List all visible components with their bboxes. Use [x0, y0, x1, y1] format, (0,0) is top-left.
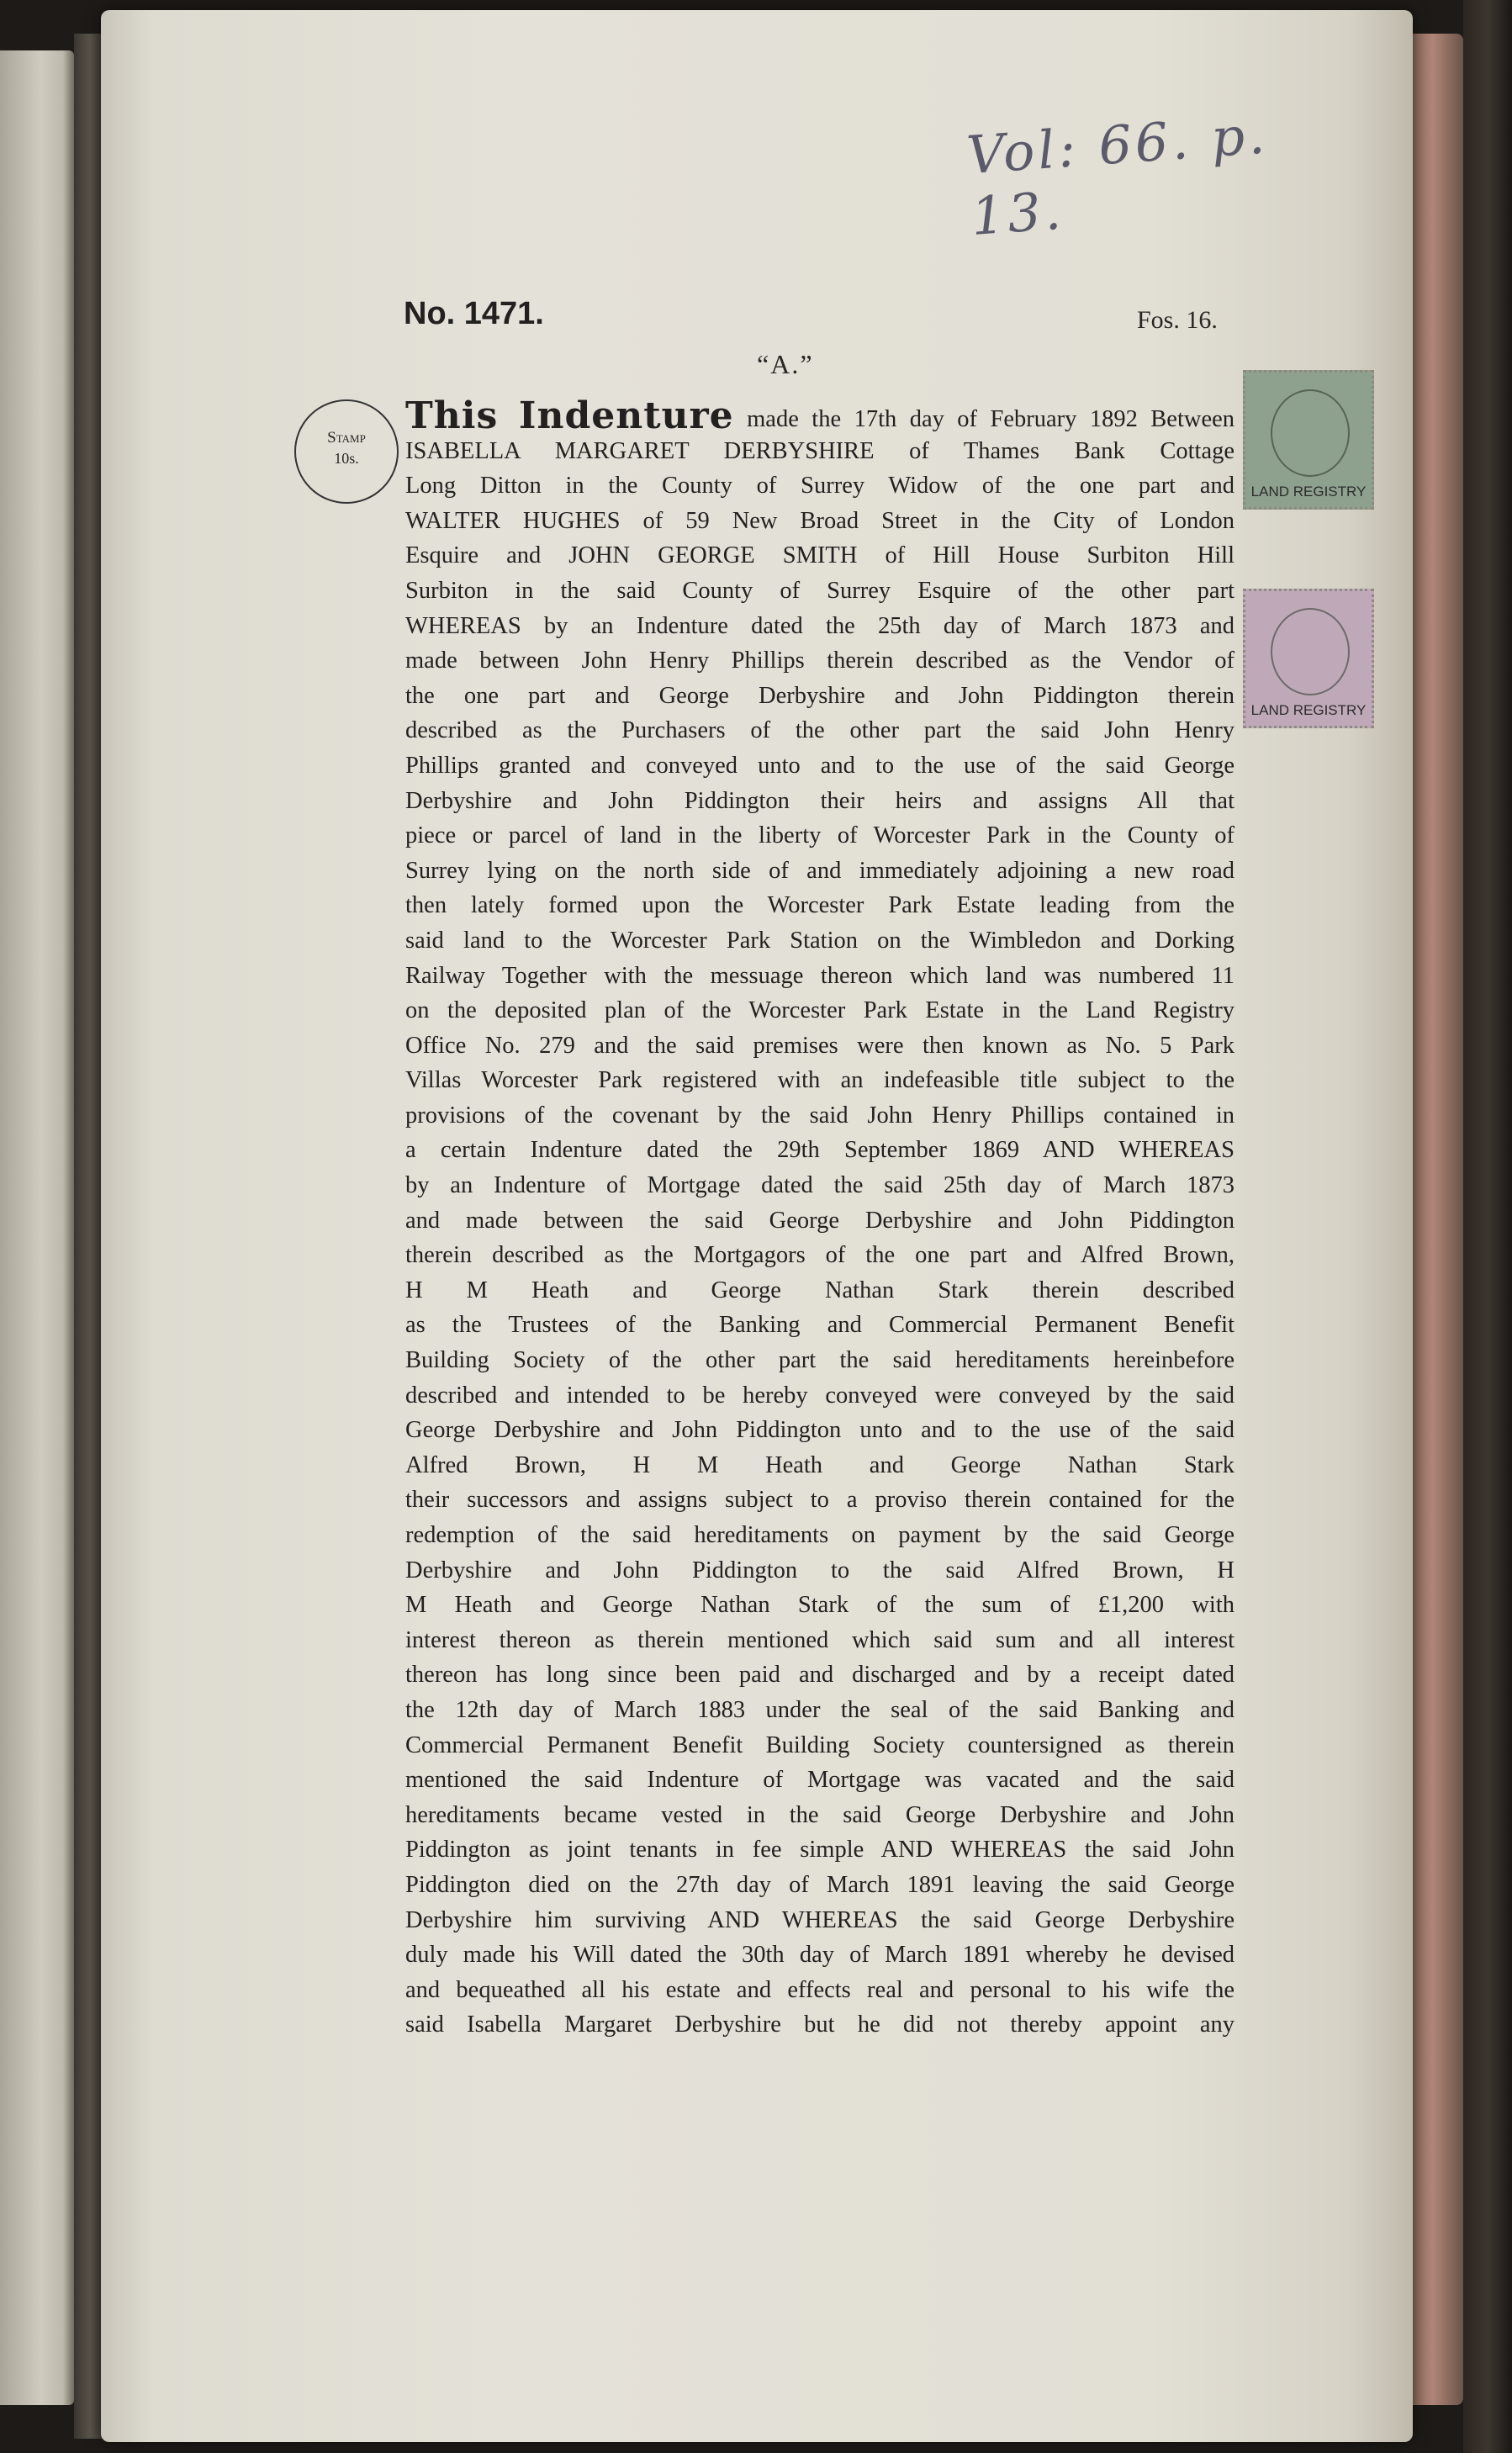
body-line: Derbyshire and John Piddington their heirs and assigns All that [405, 787, 1234, 814]
body-line: mentioned the said Indenture of Mortgage was vacated and the said [405, 1767, 1234, 1794]
facing-page [0, 50, 74, 2405]
body-line: and bequeathed all his estate and effects real and personal to his wife the [405, 1976, 1234, 2003]
body-line: Long Ditton in the County of Surrey Widow of the one part and [405, 473, 1234, 500]
body-line: Surrey lying on the north side of and immediately adjoining a new road [405, 857, 1234, 884]
body-line: then lately formed upon the Worcester Park Estate leading from the [405, 892, 1234, 919]
queen-portrait-icon [1271, 608, 1350, 695]
body-line: H M Heath and George Nathan Stark therein described [405, 1277, 1234, 1303]
manuscript-volume-note: Vol: 66. p. 13. [965, 103, 1271, 248]
body-line: a certain Indenture dated the 29th September 1869 AND WHEREAS [405, 1137, 1234, 1164]
body-line: as the Trustees of the Banking and Commercial Permanent Benefit [405, 1312, 1234, 1339]
body-line: Piddington as joint tenants in fee simple AND WHEREAS the said John [405, 1837, 1234, 1864]
schedule-mark: “A.” [757, 349, 814, 379]
body-line: hereditaments became vested in the said George Derbyshire and John [405, 1801, 1234, 1828]
body-line: Derbyshire him surviving AND WHEREAS the said George Derbyshire [405, 1906, 1234, 1933]
document-number: No. 1471. [404, 296, 544, 331]
body-line: George Derbyshire and John Piddington unto and to the use of the said [405, 1417, 1234, 1444]
body-line: piece or parcel of land in the liberty of Worcester Park in the County of [405, 822, 1234, 849]
revenue-stamp-green [1243, 370, 1374, 510]
body-line: Derbyshire and John Piddington to the said Alfred Brown, H [405, 1557, 1234, 1583]
body-line: Railway Together with the messuage thereon which land was numbered 11 [405, 962, 1234, 989]
body-line: their successors and assigns subject to a proviso therein contained for the [405, 1487, 1234, 1514]
revenue-stamp-mauve [1243, 589, 1374, 728]
book-binding [1463, 0, 1512, 2453]
revenue-stamp-label: LAND REGISTRY [1250, 702, 1367, 718]
body-line: by an Indenture of Mortgage dated the said 25th day of March 1873 [405, 1172, 1234, 1199]
body-line: provisions of the covenant by the said John Henry Phillips contained in [405, 1102, 1234, 1129]
body-line: made between John Henry Phillips therein described as the Vendor of [405, 648, 1234, 674]
opening-words: This Indenture [405, 394, 734, 437]
body-line: said Isabella Margaret Derbyshire but he did not thereby appoint any [405, 2012, 1234, 2038]
body-line: described as the Purchasers of the other part the said John Henry [405, 717, 1234, 744]
stamp-label: Stamp [327, 429, 366, 447]
body-line: described and intended to be hereby conveyed were conveyed by the said [405, 1382, 1234, 1409]
opening-line [405, 394, 1234, 437]
body-line: WALTER HUGHES of 59 New Broad Street in the City of London [405, 507, 1234, 534]
page-fore-edge [1413, 34, 1463, 2405]
body-line: Piddington died on the 27th day of March 1891 leaving the said George [405, 1871, 1234, 1898]
stamp-duty-circle [294, 399, 399, 504]
body-line: Surbiton in the said County of Surrey Esquire of the other part [405, 577, 1234, 604]
body-line: Building Society of the other part the said hereditaments hereinbefore [405, 1347, 1234, 1374]
body-line: the one part and George Derbyshire and John Piddington therein [405, 682, 1234, 709]
indenture-body [405, 394, 1234, 2043]
body-line: Alfred Brown, H M Heath and George Nathan Stark [405, 1451, 1234, 1478]
stamp-amount: 10s. [334, 449, 359, 467]
body-line: WHEREAS by an Indenture dated the 25th day of March 1873 and [405, 612, 1234, 639]
body-line: redemption of the said hereditaments on payment by the said George [405, 1522, 1234, 1548]
body-line: Villas Worcester Park registered with an indefeasible title subject to the [405, 1067, 1234, 1094]
body-line: Phillips granted and conveyed unto and to the use of the said George [405, 752, 1234, 779]
body-line: ISABELLA MARGARET DERBYSHIRE of Thames Bank Cottage [405, 437, 1234, 464]
body-line: on the deposited plan of the Worcester Park Estate in the Land Registry [405, 997, 1234, 1024]
body-line: thereon has long since been paid and discharged and by a receipt dated [405, 1662, 1234, 1689]
body-line: M Heath and George Nathan Stark of the sum of £1,200 with [405, 1592, 1234, 1619]
body-line: and made between the said George Derbyshire and John Piddington [405, 1207, 1234, 1234]
queen-portrait-icon [1271, 389, 1350, 477]
body-line: Office No. 279 and the said premises were then known as No. 5 Park [405, 1032, 1234, 1059]
body-line: said land to the Worcester Park Station on the Wimbledon and Dorking [405, 927, 1234, 954]
body-line: duly made his Will dated the 30th day of March 1891 whereby he devised [405, 1942, 1234, 1969]
revenue-stamp-label: LAND REGISTRY [1250, 484, 1367, 500]
folio-count: Fos. 16. [1137, 306, 1218, 334]
body-line: Commercial Permanent Benefit Building Society countersigned as therein [405, 1731, 1234, 1758]
body-line: interest thereon as therein mentioned which said sum and all interest [405, 1626, 1234, 1653]
body-line: made the 17th day of February 1892 Between [747, 406, 1234, 432]
body-line: therein described as the Mortgagors of the one part and Alfred Brown, [405, 1242, 1234, 1269]
body-line: the 12th day of March 1883 under the seal of the said Banking and [405, 1696, 1234, 1723]
body-line: Esquire and JOHN GEORGE SMITH of Hill House Surbiton Hill [405, 542, 1234, 569]
